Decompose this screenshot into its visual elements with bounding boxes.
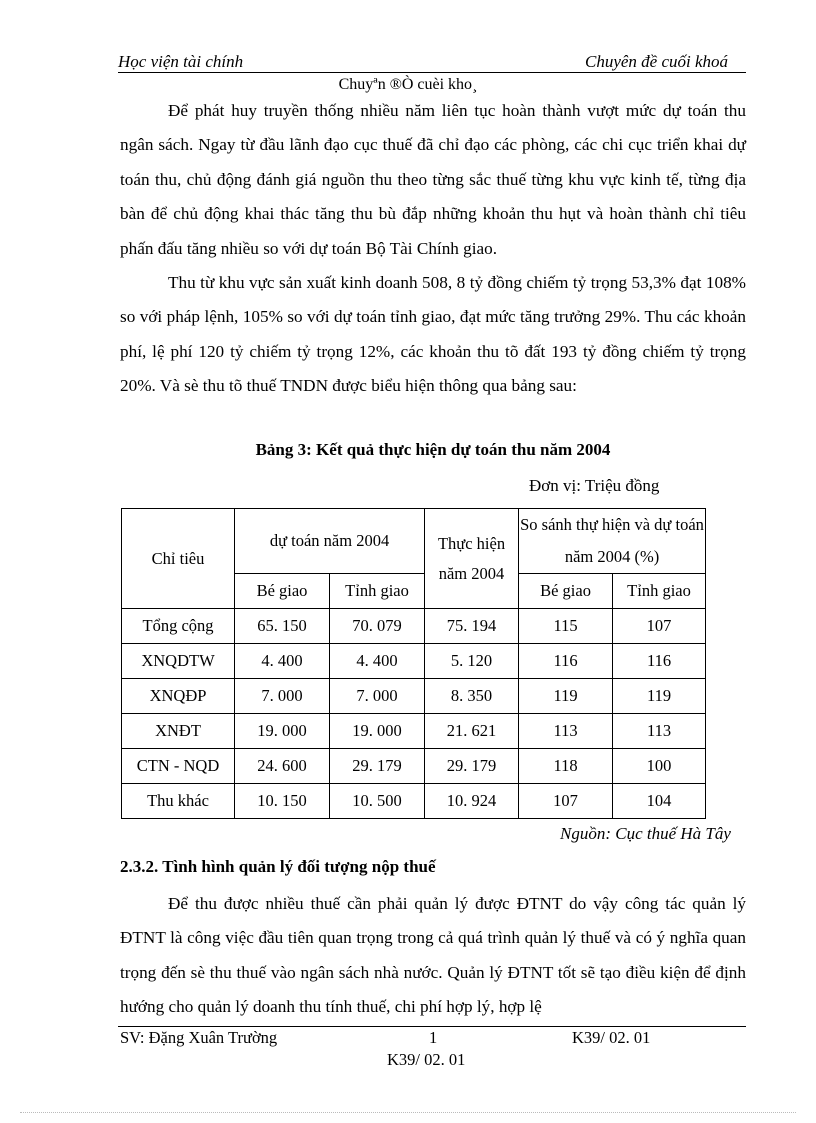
- intro-paragraphs: [120, 94, 746, 404]
- cell-province: 7. 000: [330, 679, 425, 714]
- table-row: [122, 714, 706, 749]
- cell-pct-ministry: 118: [519, 749, 613, 784]
- cell-pct-province: 113: [613, 714, 706, 749]
- footer-student: SV: Đặng Xuân Trường: [120, 1028, 278, 1047]
- cell-actual: 5. 120: [425, 644, 519, 679]
- cell-province: 70. 079: [330, 609, 425, 644]
- header-estimate: dự toán năm 2004: [235, 509, 425, 574]
- header-actual: Thực hiện năm 2004: [425, 509, 519, 609]
- footer-class-sub: K39/ 02. 01: [387, 1050, 466, 1069]
- cell-pct-province: 100: [613, 749, 706, 784]
- header-subtitle: Chuyªn ®Ò cuèi kho¸: [338, 76, 478, 93]
- footer-page-number: 1: [429, 1028, 438, 1047]
- cell-ministry: 4. 400: [235, 644, 330, 679]
- header-indicator: Chỉ tiêu: [122, 509, 235, 609]
- cell-pct-province: 104: [613, 784, 706, 819]
- cell-ministry: 10. 150: [235, 784, 330, 819]
- paragraph: Để thu được nhiều thuế cần phải quản lý được ĐTNT do vậy công tác quản lý ĐTNT là công việc đầu tiên quan trọng trong cả quá trình quản lý thuế và có ý nghĩa quan trọng đến sè thu thuế vào ngân sách nhà nước. Quản lý ĐTNT tốt sẽ tạo điều kiện để định hướng cho quản lý doanh thu tính thuế, chi phí hợp lý, hợp lệ: [120, 894, 746, 1017]
- cell-indicator: CTN - NQD: [122, 749, 235, 784]
- table-title: Bảng 3: Kết quả thực hiện dự toán thu năm 2004: [255, 440, 611, 459]
- paragraph: Để phát huy truyền thống nhiều năm liên tục hoàn thành vượt mức dự toán thu ngân sách. Ngay từ đầu lãnh đạo cục thuế đã chỉ đạo các phòng, các chi cục triển khai dự toán thu, chủ động đánh giá nguồn thu theo từng sắc thuế từng khu vực kinh tế, từng địa bàn để chủ động khai thác tăng thu bù đắp những khoản thu hụt và hoàn thành chỉ tiêu phấn đấu tăng nhiều so với dự toán Bộ Tài Chính giao.: [120, 101, 746, 258]
- page-boundary: [20, 1112, 796, 1113]
- cell-indicator: XNQDTW: [122, 644, 235, 679]
- cell-actual: 21. 621: [425, 714, 519, 749]
- footer-class: K39/ 02. 01: [572, 1028, 651, 1047]
- header-compare: So sánh thự hiện và dự toán năm 2004 (%): [519, 509, 706, 574]
- cell-pct-ministry: 119: [519, 679, 613, 714]
- header-doc-type: Chuyên đề cuối khoá: [585, 52, 729, 71]
- footer-rule: [118, 1026, 746, 1027]
- header-province: Tỉnh giao: [330, 574, 425, 609]
- cell-province: 19. 000: [330, 714, 425, 749]
- cell-indicator: XNĐT: [122, 714, 235, 749]
- table-row: [122, 609, 706, 644]
- results-table: [121, 508, 706, 819]
- cell-actual: 75. 194: [425, 609, 519, 644]
- header-institution: Học viện tài chính: [118, 52, 244, 71]
- cell-pct-province: 107: [613, 609, 706, 644]
- cell-actual: 10. 924: [425, 784, 519, 819]
- table-row: [122, 749, 706, 784]
- cell-ministry: 65. 150: [235, 609, 330, 644]
- table-row: [122, 784, 706, 819]
- cell-pct-province: 119: [613, 679, 706, 714]
- cell-province: 10. 500: [330, 784, 425, 819]
- header-ministry: Bé giao: [235, 574, 330, 609]
- cell-pct-ministry: 116: [519, 644, 613, 679]
- cell-actual: 8. 350: [425, 679, 519, 714]
- header-province-compare: Tỉnh giao: [613, 574, 706, 609]
- cell-ministry: 7. 000: [235, 679, 330, 714]
- table-source: Nguồn: Cục thuế Hà Tây: [560, 824, 731, 843]
- cell-pct-ministry: 113: [519, 714, 613, 749]
- cell-indicator: Tổng cộng: [122, 609, 235, 644]
- paragraph: Thu từ khu vực sản xuất kinh doanh 508, 8 tỷ đồng chiếm tỷ trọng 53,3% đạt 108% so với pháp lệnh, 105% so với dự toán tỉnh giao, đạt mức tăng trưởng 29%. Thu các khoản phí, lệ phí 120 tỷ chiếm tỷ trọng 12%, các khoản thu tõ đất 193 tỷ đồng chiếm tỷ trọng 20%. Và sè thu tõ thuế TNDN được biểu hiện thông qua bảng sau:: [120, 273, 746, 396]
- cell-ministry: 24. 600: [235, 749, 330, 784]
- section-heading: 2.3.2. Tình hình quản lý đối tượng nộp thuế: [120, 857, 436, 876]
- cell-actual: 29. 179: [425, 749, 519, 784]
- cell-province: 29. 179: [330, 749, 425, 784]
- cell-pct-province: 116: [613, 644, 706, 679]
- cell-pct-ministry: 115: [519, 609, 613, 644]
- cell-indicator: Thu khác: [122, 784, 235, 819]
- cell-pct-ministry: 107: [519, 784, 613, 819]
- header-rule: [118, 72, 746, 73]
- table-unit: Đơn vị: Triệu đồng: [529, 476, 660, 495]
- cell-province: 4. 400: [330, 644, 425, 679]
- section-paragraphs: [120, 887, 746, 1025]
- table-row: [122, 679, 706, 714]
- cell-indicator: XNQĐP: [122, 679, 235, 714]
- cell-ministry: 19. 000: [235, 714, 330, 749]
- header-ministry-compare: Bé giao: [519, 574, 613, 609]
- table-row: [122, 644, 706, 679]
